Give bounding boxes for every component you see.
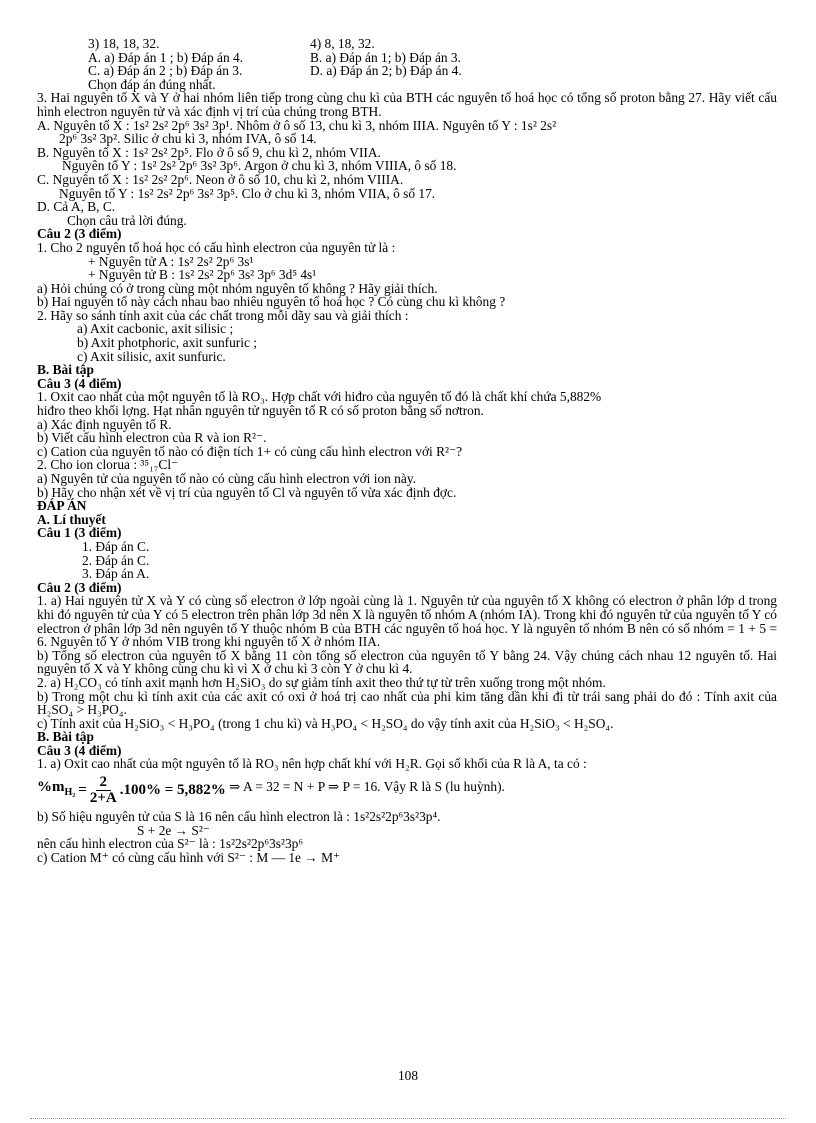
text-line: a) Nguyên tử của nguyên tố nào có cùng cấu hình electron với ion này. [37,471,416,486]
text-line: Nguyên tố Y : 1s² 2s² 2p⁶ 3s² 3p⁵. Clo ở chu kì 3, nhóm VIIA, ô số 17. [59,185,436,201]
text-line: Câu 2 (3 điểm) [37,226,122,242]
text-line: C. Nguyên tố X : 1s² 2s² 2p⁶. Neon ở ô số 10, chu kì 2, nhóm VIIIA. [37,171,404,187]
text-line: A. Nguyên tố X : 1s² 2s² 2p⁶ 3s² 3p¹. Nhôm ở ô số 13, chu kì 3, nhóm IIIA. Nguyên tố Y : 1s² 2s² [37,117,557,133]
text-line: + Nguyên tử B : 1s² 2s² 2p⁶ 3s² 3p⁶ 3d⁵ 4s¹ [88,267,317,283]
text-line: c) Tính axit của H₂SiO₃ < H₃PO₄ (trong 1 chu kì) và H₃PO₄ < H₂SO₄ do vậy tính axit của H₂SiO₃ < H₂SO₄. [37,715,614,731]
text-line: hiđro theo khối lợng. Hạt nhân nguyên tử nguyên tố R có số proton bằng số nơtron. [37,403,484,419]
text-line: a) Axit cacbonic, axit silisic ; [77,321,234,337]
text-line: Câu 1 (3 điểm) [37,525,122,541]
text-line: Chọn câu trả lời đúng. [67,212,187,228]
text-line: Câu 3 (4 điểm) [37,742,122,758]
text-line: 2. Đáp án C. [82,552,150,568]
text-line: b) Tổng số electron của nguyên tố X bằng 11 còn tổng số electron của nguyên tố Y bằng 24. Vậy chúng cách nhau 12 nguyên tố. Hai nguyên tố X và Y không cùng chu kì vì X ở chu kì 3 còn Y ở chu kì 4. [37,647,777,677]
option-right: D. a) Đáp án 2; b) Đáp án 4. [310,63,462,79]
formula-line [37,775,777,806]
text-line: ĐÁP ÁN [37,498,87,514]
fraction: $\frac{2}{2+A}$ [89,774,117,807]
text-line: 2. Hãy so sánh tính axit của các chất trong mỗi dãy sau và giải thích : [37,307,409,323]
text-line: Câu 2 (3 điểm) [37,579,122,595]
text-line: b) Hai nguyên tố này cách nhau bao nhiêu nguyên tố hoá học ? Có cùng chu kì không ? [37,294,506,310]
text-line: c) Cation M⁺ có cùng cấu hình với S²⁻ : M — 1e → M⁺ [37,849,341,865]
page-bottom-rule [30,1118,786,1119]
page-number: 108 [397,1068,419,1083]
text-line: b) Trong một chu kì tính axit của các axit có oxi ở hoá trị cao nhất của phi kim tăng dần khi đi từ trái sang phải do đó : Tính axit của H₂SO₄ > H₃PO₄. [37,688,777,718]
text-line: 1. Đáp án C. [82,538,150,554]
text-line: b) Hãy cho nhận xét về vị trí của nguyên tố Cl và nguyên tố vừa xác định đợc. [37,484,457,500]
percent-formula: $\%m_{H_2}$ = $\frac{2}{2+A}$ .100% = 5,882% [37,774,226,807]
text-line: D. Cả A, B, C. [37,199,116,215]
text-line: b) Axit photphoric, axit sunfuric ; [77,335,258,351]
text-line: 3. Đáp án A. [82,566,150,582]
text-line: 3. Hai nguyên tố X và Y ở hai nhóm liên tiếp trong cùng chu kì của BTH các nguyên tố hoá học có tổng số proton bằng 27. Hãy viết cấu hình electron nguyên tử và xác định vị trí của chúng trong BTH. [37,90,777,119]
text-line: a) Hỏi chúng có ở trong cùng một nhóm nguyên tố không ? Hãy giải thích. [37,280,438,296]
text-line: B. Nguyên tố X : 1s² 2s² 2p⁵. Flo ở ô số 9, chu kì 2, nhóm VIIA. [37,144,381,160]
text-line [37,37,777,51]
formula-conclusion: ⇒ A = 32 = N + P ⇒ P = 16. Vậy R là S (lu huỳnh). [229,779,505,795]
document-page [37,37,777,864]
text-line: + Nguyên tử A : 1s² 2s² 2p⁶ 3s¹ [88,253,254,269]
text-line: nên cấu hình electron của S²⁻ là : 1s²2s²2p⁶3s²3p⁶ [37,836,304,852]
text-line: 2. a) H₂CO₃ có tính axit mạnh hơn H₂SiO₃ do sự giảm tính axit theo thứ tự từ trên xuống trong một nhóm. [37,674,606,690]
text-line: a) Xác định nguyên tố R. [37,416,172,432]
text-line [37,64,777,78]
text-line: 2. Cho ion clorua : ³⁵₁₇Cl⁻ [37,457,179,473]
text-line: Câu 3 (4 điểm) [37,375,122,391]
text-line: 1. Oxit cao nhất của một nguyên tố là RO₃. Hợp chất với hiđro của nguyên tố đó là chất khí chứa 5,882% [37,389,602,405]
text-line: B. Bài tập [37,362,94,378]
option-right: 4) 8, 18, 32. [310,36,375,51]
option-right: B. a) Đáp án 1; b) Đáp án 3. [310,49,461,65]
text-line: Chọn đáp án đúng nhất. [88,76,216,92]
option-left: C. a) Đáp án 2 ; b) Đáp án 3. [88,63,243,79]
text-line: c) Axit silisic, axit sunfuric. [77,348,226,364]
text-line: b) Viết cấu hình electron của R và ion R²⁻. [37,430,267,446]
text-line: 1. a) Hai nguyên tử X và Y có cùng số electron ở lớp ngoài cùng là 1. Nguyên tử của nguyên tố X không có electron ở phân lớp d trong khi đó nguyên tử của Y có 5 electron trên phân lớp 3d nên X là nguyên tố nhóm A (nhóm IA). Trong khi đó nguyên tử của nguyên tố Y có electron ở phân lớp 3d nên nguyên tố Y thuộc nhóm B của BTH các nguyên tố hoá học. Y là nguyên tố nhóm B nên có số nhóm = 1 + 5 = 6. Nguyên tố Y ở nhóm VIB trong khi nguyên tố X ở nhóm IIA. [37,593,777,650]
text-line: b) Số hiệu nguyên tử của S là 16 nên cấu hình electron là : 1s²2s²2p⁶3s²3p⁴. [37,809,441,825]
text-line: 1. Cho 2 nguyên tố hoá học có cấu hình electron của nguyên tử là : [37,239,396,255]
text-line: Nguyên tố Y : 1s² 2s² 2p⁶ 3s² 3p⁶. Argon ở chu kì 3, nhóm VIIIA, ô số 18. [62,158,457,174]
text-line [37,51,777,65]
option-left: 3) 18, 18, 32. [88,36,160,51]
text-line: B. Bài tập [37,729,94,745]
text-line: S + 2e → S²⁻ [137,822,210,838]
text-line: 2p⁶ 3s² 3p². Silic ở chu kì 3, nhóm IVA, ô số 14. [59,131,317,147]
option-left: A. a) Đáp án 1 ; b) Đáp án 4. [88,49,244,65]
answer-section [37,810,777,864]
question-section [37,37,777,771]
text-line: c) Cation của nguyên tố nào có điện tích 1+ có cùng cấu hình electron với R²⁻? [37,443,463,459]
text-line: A. Lí thuyết [37,511,106,527]
text-line: 1. a) Oxit cao nhất của một nguyên tố là RO₃ nên hợp chất khí với H₂R. Gọi số khối của R là A, ta có : [37,756,587,772]
